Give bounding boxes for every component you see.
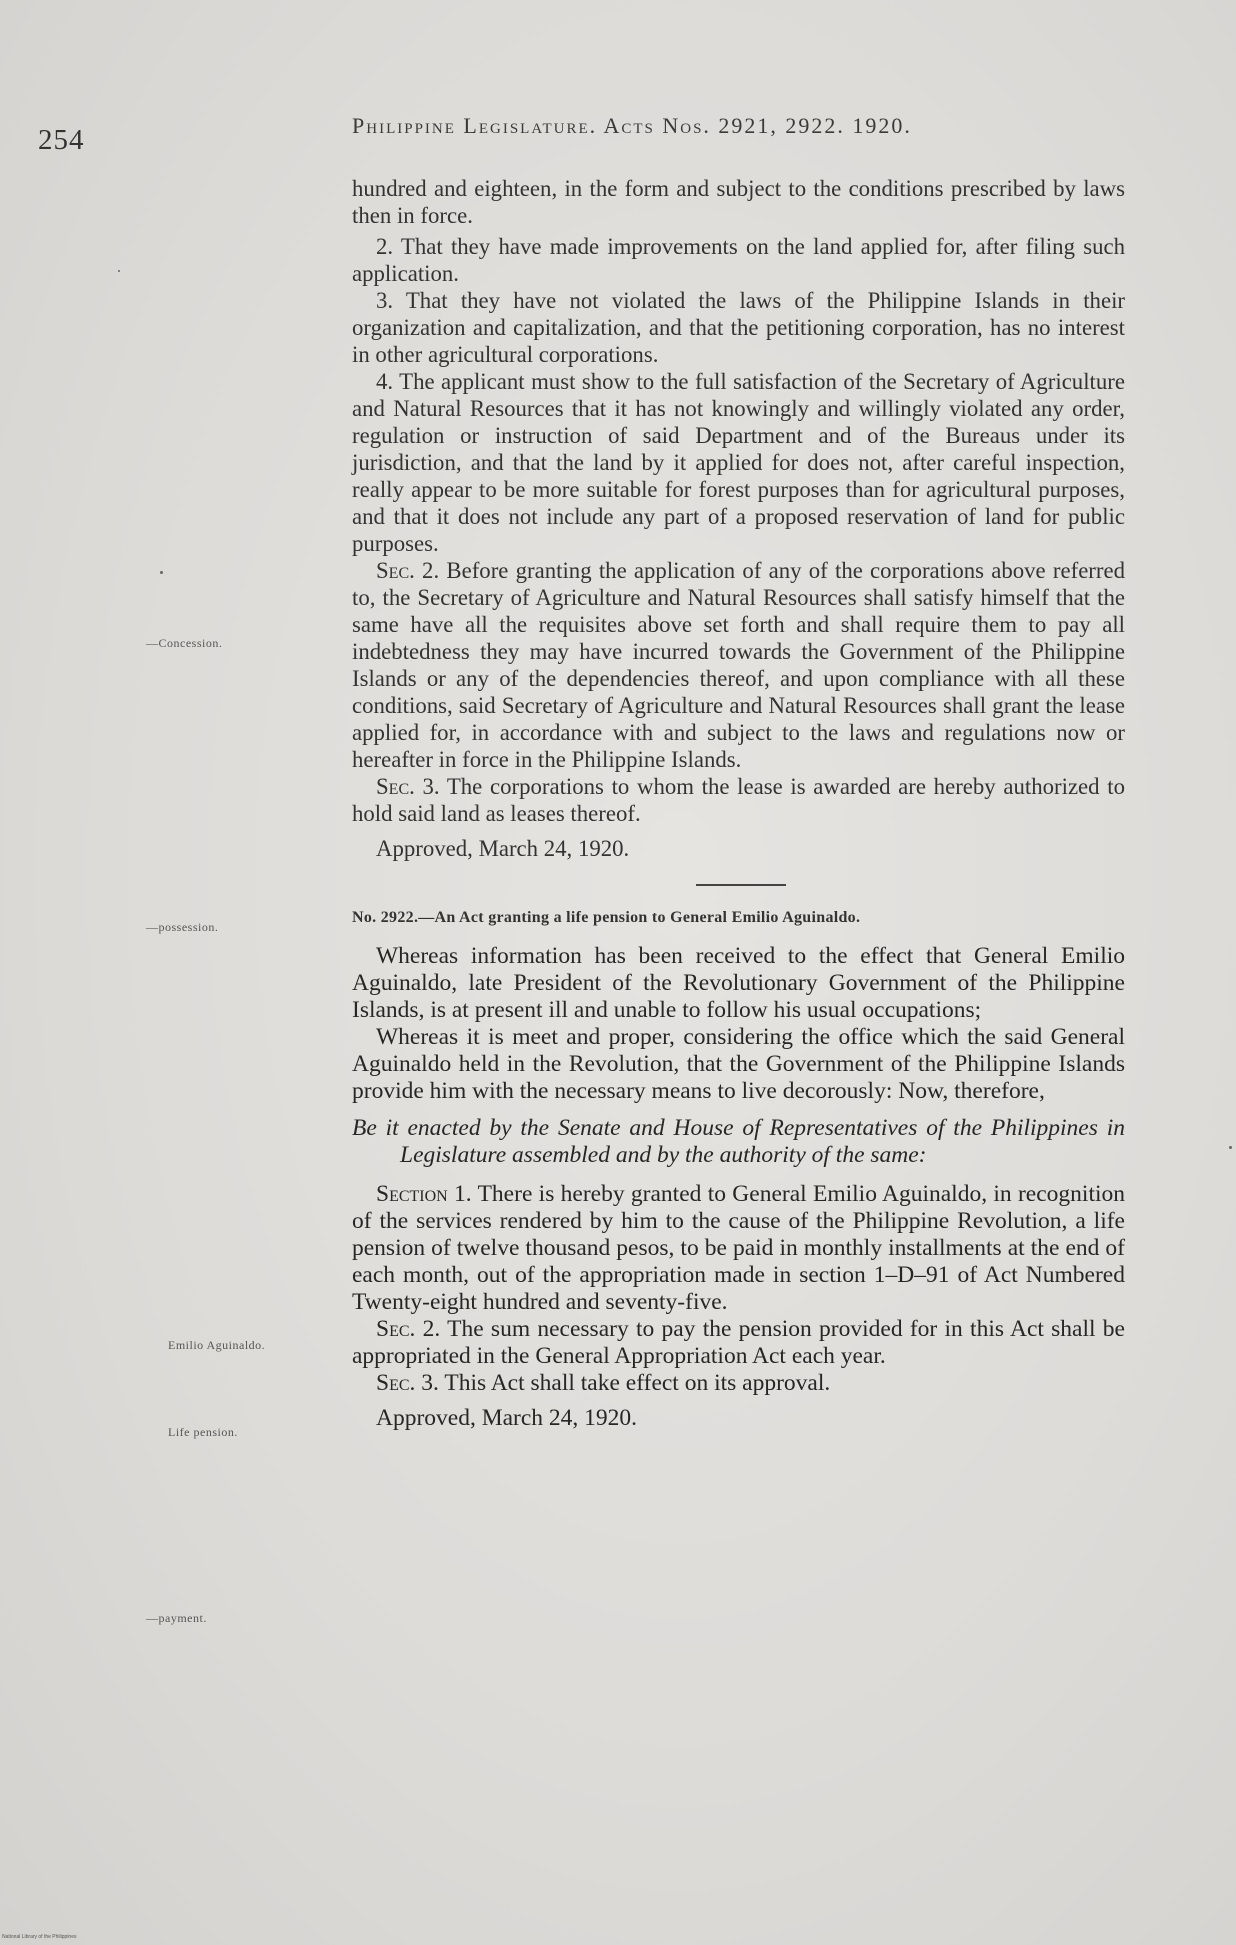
whereas-clause-2: Whereas it is meet and proper, considering the office which the said General Aguinaldo held in the Revolution, that the Government of the Philippine Islands provide him with the necessary means to live decorously: Now, therefore, xyxy=(352,1024,1125,1104)
section-3-act-2921 xyxy=(352,773,1125,827)
paragraph-3: 3. That they have not violated the laws of the Philippine Islands in their organization and capitalization, and that the petitioning corporation, has no interest in other agricultural corporations. xyxy=(352,288,1125,367)
margin-note-concession: —Concession. xyxy=(146,636,223,650)
approved-date-act-2921: Approved, March 24, 1920. xyxy=(376,836,630,861)
section-2-act-2921 xyxy=(352,557,1125,773)
whereas-clause-1: Whereas information has been received to the effect that General Emilio Aguinaldo, late President of the Revolutionary Government of the Philippine Islands, is at present ill and unable to follow his usual occupations; xyxy=(352,943,1125,1023)
act-2922-body xyxy=(352,943,1125,1432)
margin-note-payment: —payment. xyxy=(146,1611,207,1625)
section-label: Sec. 3. xyxy=(376,1370,439,1396)
paragraph-2: 2. That they have made improvements on the land applied for, after filing such application. xyxy=(352,234,1125,286)
section-label: Sec. 2. xyxy=(376,558,440,583)
page-number: 254 xyxy=(38,124,85,156)
margin-note-emilio-aguinaldo: Emilio Aguinaldo. xyxy=(168,1338,266,1352)
section-label: Section 1. xyxy=(376,1181,472,1207)
footer-credit: National Library of the Philippines xyxy=(2,1934,77,1940)
paragraph-continuation: hundred and eighteen, in the form and subject to the conditions prescribed by laws then in force. xyxy=(352,176,1125,228)
running-head: Philippine Legislature. Acts Nos. 2921, 2922. 1920. xyxy=(352,113,912,138)
approved-date-act-2922: Approved, March 24, 1920. xyxy=(376,1405,638,1431)
section-2-act-2922 xyxy=(352,1316,1125,1370)
section-3-act-2922 xyxy=(352,1370,1125,1397)
separator-rule xyxy=(696,884,786,886)
scan-speck xyxy=(160,571,163,574)
section-text: This Act shall take effect on its approval. xyxy=(444,1370,831,1396)
margin-note-life-pension: Life pension. xyxy=(168,1425,238,1439)
enacting-clause: Be it enacted by the Senate and House of Representatives of the Philippines in Legislature assembled and by the authority of the same: xyxy=(352,1115,1125,1168)
paragraph-4: 4. The applicant must show to the full satisfaction of the Secretary of Agriculture and Natural Resources that it has not knowingly and willingly violated any order, regulation or instruction of said Department and of the Bureaus under its jurisdiction, and that the land by it applied for does not, after careful inspection, really appear to be more suitable for forest purposes than for agricultural purposes, and that it does not include any part of a proposed reservation of land for public purposes. xyxy=(352,369,1125,556)
act-2922-heading: No. 2922.—An Act granting a life pension to General Emilio Aguinaldo. xyxy=(352,909,861,926)
scan-speck xyxy=(118,270,120,272)
main-text xyxy=(352,175,1125,1432)
section-text: The corporations to whom the lease is awarded are hereby authorized to hold said land as leases thereof. xyxy=(352,774,1125,826)
scan-speck xyxy=(1229,1146,1232,1149)
section-1-act-2922 xyxy=(352,1181,1125,1316)
section-label: Sec. 3. xyxy=(376,774,440,799)
margin-note-possession: —possession. xyxy=(146,920,219,934)
section-text: There is hereby granted to General Emilio Aguinaldo, in recognition of the services rendered by him to the cause of the Philippine Revolution, a life pension of twelve thousand pesos, to be paid in monthly installments at the end of each month, out of the appropriation made in section 1–D–91 of Act Numbered Twenty-eight hundred and seventy-five. xyxy=(352,1181,1126,1315)
section-label: Sec. 2. xyxy=(376,1316,441,1342)
section-text: The sum necessary to pay the pension provided for in this Act shall be appropriated in the General Appropriation Act each year. xyxy=(352,1316,1125,1369)
section-text: Before granting the application of any of the corporations above referred to, the Secretary of Agriculture and Natural Resources shall satisfy himself that the same have all the requisites above set forth and shall require them to pay all indebtedness they may have incurred towards the Government of the Philippine Islands or any of the dependencies thereof, and upon compliance with all these conditions, said Secretary of Agriculture and Natural Resources shall grant the lease applied for, in accordance with and subject to the laws and regulations now or hereafter in force in the Philippine Islands. xyxy=(352,558,1126,772)
